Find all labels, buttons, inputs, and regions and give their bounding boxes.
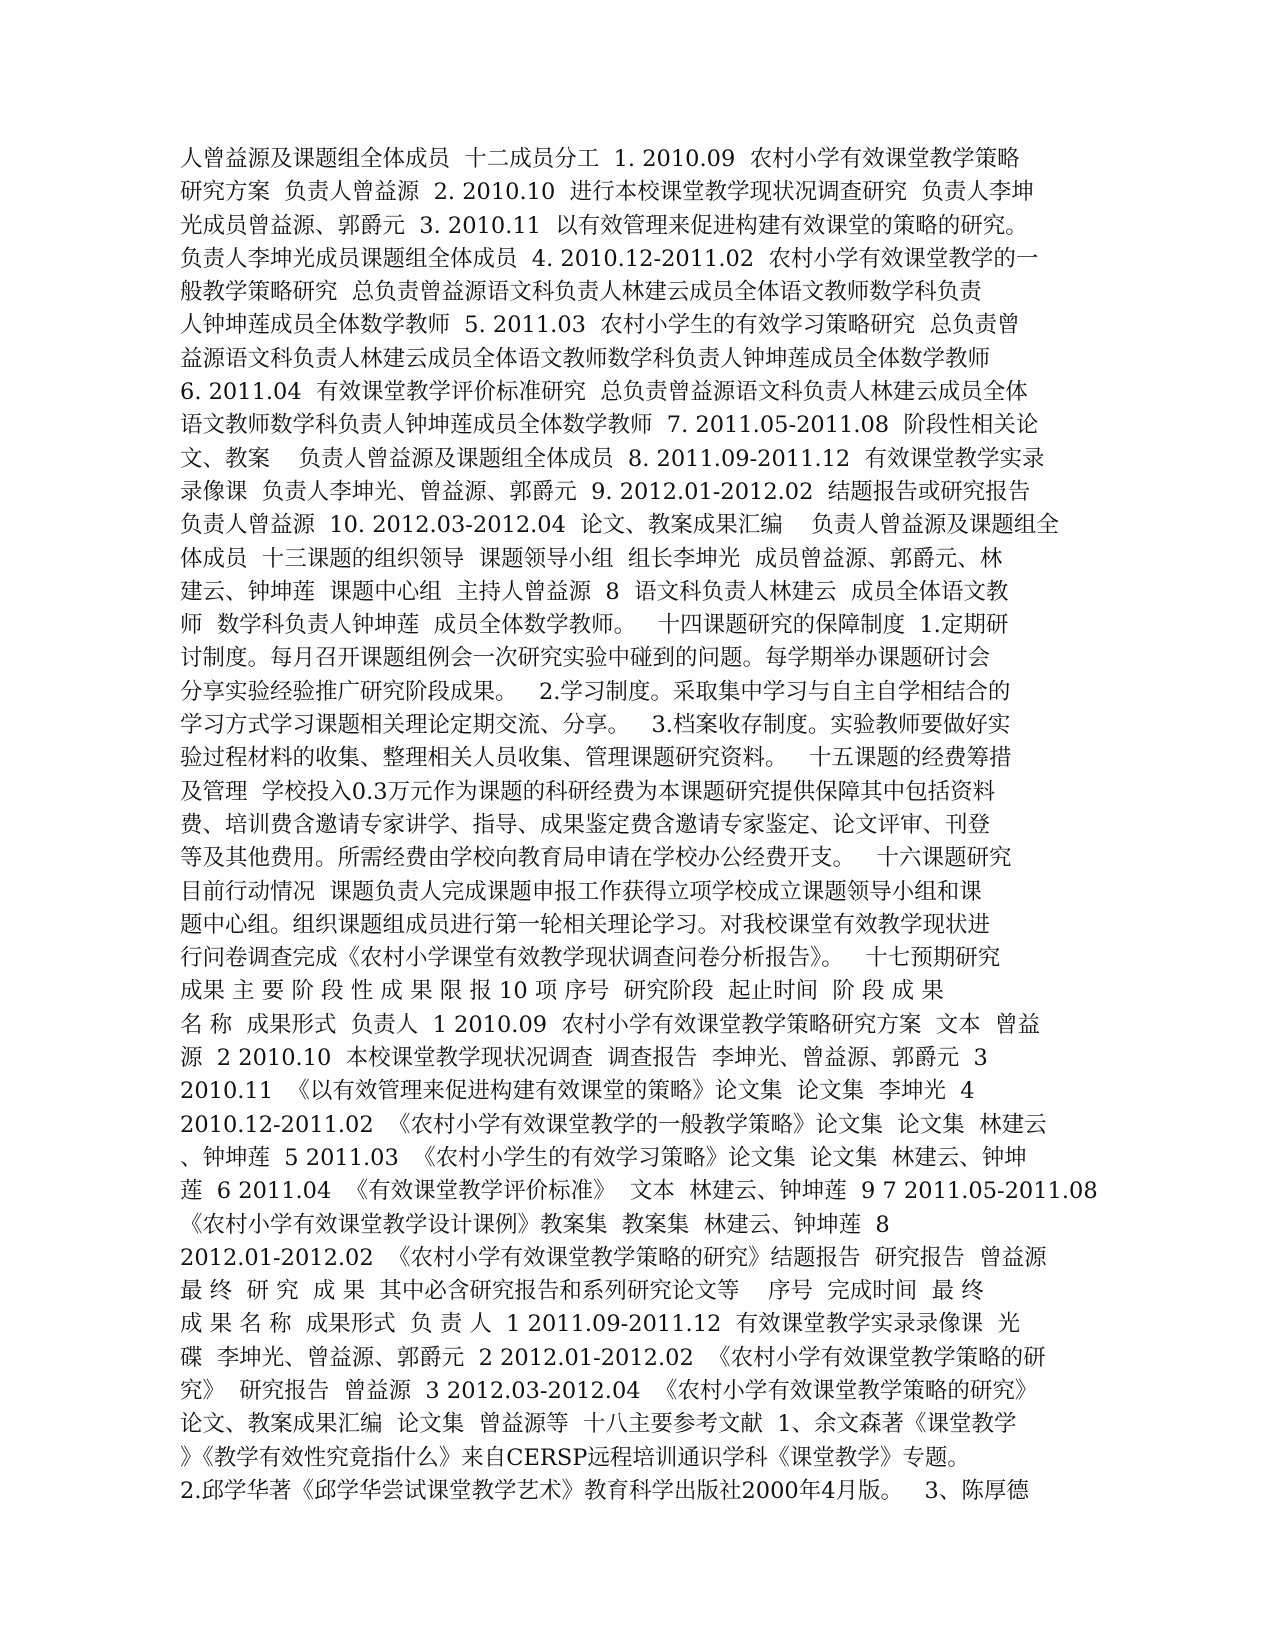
text-line: 目前行动情况 课题负责人完成课题申报工作获得立项学校成立课题领导小组和课 xyxy=(180,878,982,905)
text-line: 师 数学科负责人钟坤莲 成员全体数学教师。 十四课题研究的保障制度 1.定期研 xyxy=(180,612,1009,639)
text-line: 、钟坤莲 5 2011.03 《农村小学生的有效学习策略》论文集 论文集 林建云、钟坤 xyxy=(180,1144,1027,1171)
text-line: 录像课 负责人李坤光、曾益源、郭爵元 9. 2012.01-2012.02 结题报告或研究报告 xyxy=(180,478,1031,505)
text-line: 分享实验经验推广研究阶段成果。 2.学习制度。采取集中学习与自主自学相结合的 xyxy=(180,678,1011,705)
text-line: 文、教案 负责人曾益源及课题组全体成员 8. 2011.09-2011.12 有效课堂教学实录 xyxy=(180,445,1045,472)
text-line: 人钟坤莲成员全体数学教师 5. 2011.03 农村小学生的有效学习策略研究 总负责曾 xyxy=(180,312,1020,339)
text-line: 行问卷调查完成《农村小学课堂有效教学现状调查问卷分析报告》。 十七预期研究 xyxy=(180,945,1001,972)
text-line: 建云、钟坤莲 课题中心组 主持人曾益源 8 语文科负责人林建云 成员全体语文教 xyxy=(180,578,1009,605)
text-line: 等及其他费用。所需经费由学校向教育局申请在学校办公经费开支。 十六课题研究 xyxy=(180,845,1012,872)
text-line: 》《教学有效性究竟指什么》来自CERSP远程培训通识学科《课堂教学》专题。 xyxy=(180,1444,970,1471)
text-line: 费、培训费含邀请专家讲学、指导、成果鉴定费含邀请专家鉴定、论文评审、刊登 xyxy=(180,811,991,838)
text-line: 光成员曾益源、郭爵元 3. 2010.11 以有效管理来促进构建有效课堂的策略的研究。 xyxy=(180,212,1028,239)
text-line: 学习方式学习课题相关理论定期交流、分享。 3.档案收存制度。实验教师要做好实 xyxy=(180,712,1011,739)
text-line: 源 2 2010.10 本校课堂教学现状况调查 调查报告 李坤光、曾益源、郭爵元 3 xyxy=(180,1045,988,1072)
text-line: 6. 2011.04 有效课堂教学评价标准研究 总负责曾益源语文科负责人林建云成员全体 xyxy=(180,379,1028,406)
text-line: 体成员 十三课题的组织领导 课题领导小组 组长李坤光 成员曾益源、郭爵元、林 xyxy=(180,545,1003,572)
text-line: 讨制度。每月召开课题组例会一次研究实验中碰到的问题。每学期举办课题研讨会 xyxy=(180,645,991,672)
text-line: 研究方案 负责人曾益源 2. 2010.10 进行本校课堂教学现状况调查研究 负责人李坤 xyxy=(180,179,1034,206)
text-line: 题中心组。组织课题组成员进行第一轮相关理论学习。对我校课堂有效教学现状进 xyxy=(180,911,991,938)
text-line: 益源语文科负责人林建云成员全体语文教师数学科负责人钟坤莲成员全体数学教师 xyxy=(180,345,991,372)
text-line: 负责人曾益源 10. 2012.03-2012.04 论文、教案成果汇编 负责人曾益源及课题组全 xyxy=(180,512,1059,539)
text-line: 般教学策略研究 总负责曾益源语文科负责人林建云成员全体语文教师数学科负责 xyxy=(180,279,982,306)
text-line: 2010.11 《以有效管理来促进构建有效课堂的策略》论文集 论文集 李坤光 4 xyxy=(180,1078,975,1105)
text-line: 语文教师数学科负责人钟坤莲成员全体数学教师 7. 2011.05-2011.08 阶段性相关论 xyxy=(180,412,1039,439)
text-line: 2.邱学华著《邱学华尝试课堂教学艺术》教育科学出版社2000年4月版。 3、陈厚德 xyxy=(180,1477,1029,1504)
text-line: 碟 李坤光、曾益源、郭爵元 2 2012.01-2012.02 《农村小学有效课堂教学策略的研 xyxy=(180,1344,1046,1371)
text-line: 成 果 名 称 成果形式 负 责 人 1 2011.09-2011.12 有效课堂教学实录录像课 光 xyxy=(180,1311,1020,1338)
text-line: 2012.01-2012.02 《农村小学有效课堂教学策略的研究》结题报告 研究报告 曾益源 xyxy=(180,1244,1047,1271)
text-line: 最 终 研 究 成 果 其中必含研究报告和系列研究论文等 序号 完成时间 最 终 xyxy=(180,1278,984,1305)
text-line: 《农村小学有效课堂教学设计课例》教案集 教案集 林建云、钟坤莲 8 xyxy=(180,1211,890,1238)
text-line: 成果 主 要 阶 段 性 成 果 限 报 10 项 序号 研究阶段 起止时间 阶 段 成 果 xyxy=(180,978,944,1005)
text-line: 及管理 学校投入0.3万元作为课题的科研经费为本课题研究提供保障其中包括资料 xyxy=(180,778,996,805)
text-line: 2010.12-2011.02 《农村小学有效课堂教学的一般教学策略》论文集 论文集 林建云 xyxy=(180,1111,1047,1138)
text-line: 究》 研究报告 曾益源 3 2012.03-2012.04 《农村小学有效课堂教学策略的研究》 xyxy=(180,1377,1038,1404)
text-line: 验过程材料的收集、整理相关人员收集、管理课题研究资料。 十五课题的经费筹措 xyxy=(180,745,1012,772)
text-line: 论文、教案成果汇编 论文集 曾益源等 十八主要参考文献 1、余文森著《课堂教学 xyxy=(180,1411,1017,1438)
text-line: 名 称 成果形式 负责人 1 2010.09 农村小学有效课堂教学策略研究方案 文本 曾益 xyxy=(180,1011,1040,1038)
body-text xyxy=(180,143,1110,1508)
text-line: 负责人李坤光成员课题组全体成员 4. 2010.12-2011.02 农村小学有效课堂教学的一 xyxy=(180,245,1039,272)
text-line: 莲 6 2011.04 《有效课堂教学评价标准》 文本 林建云、钟坤莲 9 7 2011.05-2011.08 xyxy=(180,1178,1098,1205)
text-line: 人曾益源及课题组全体成员 十二成员分工 1. 2010.09 农村小学有效课堂教学策略 xyxy=(180,146,1020,172)
